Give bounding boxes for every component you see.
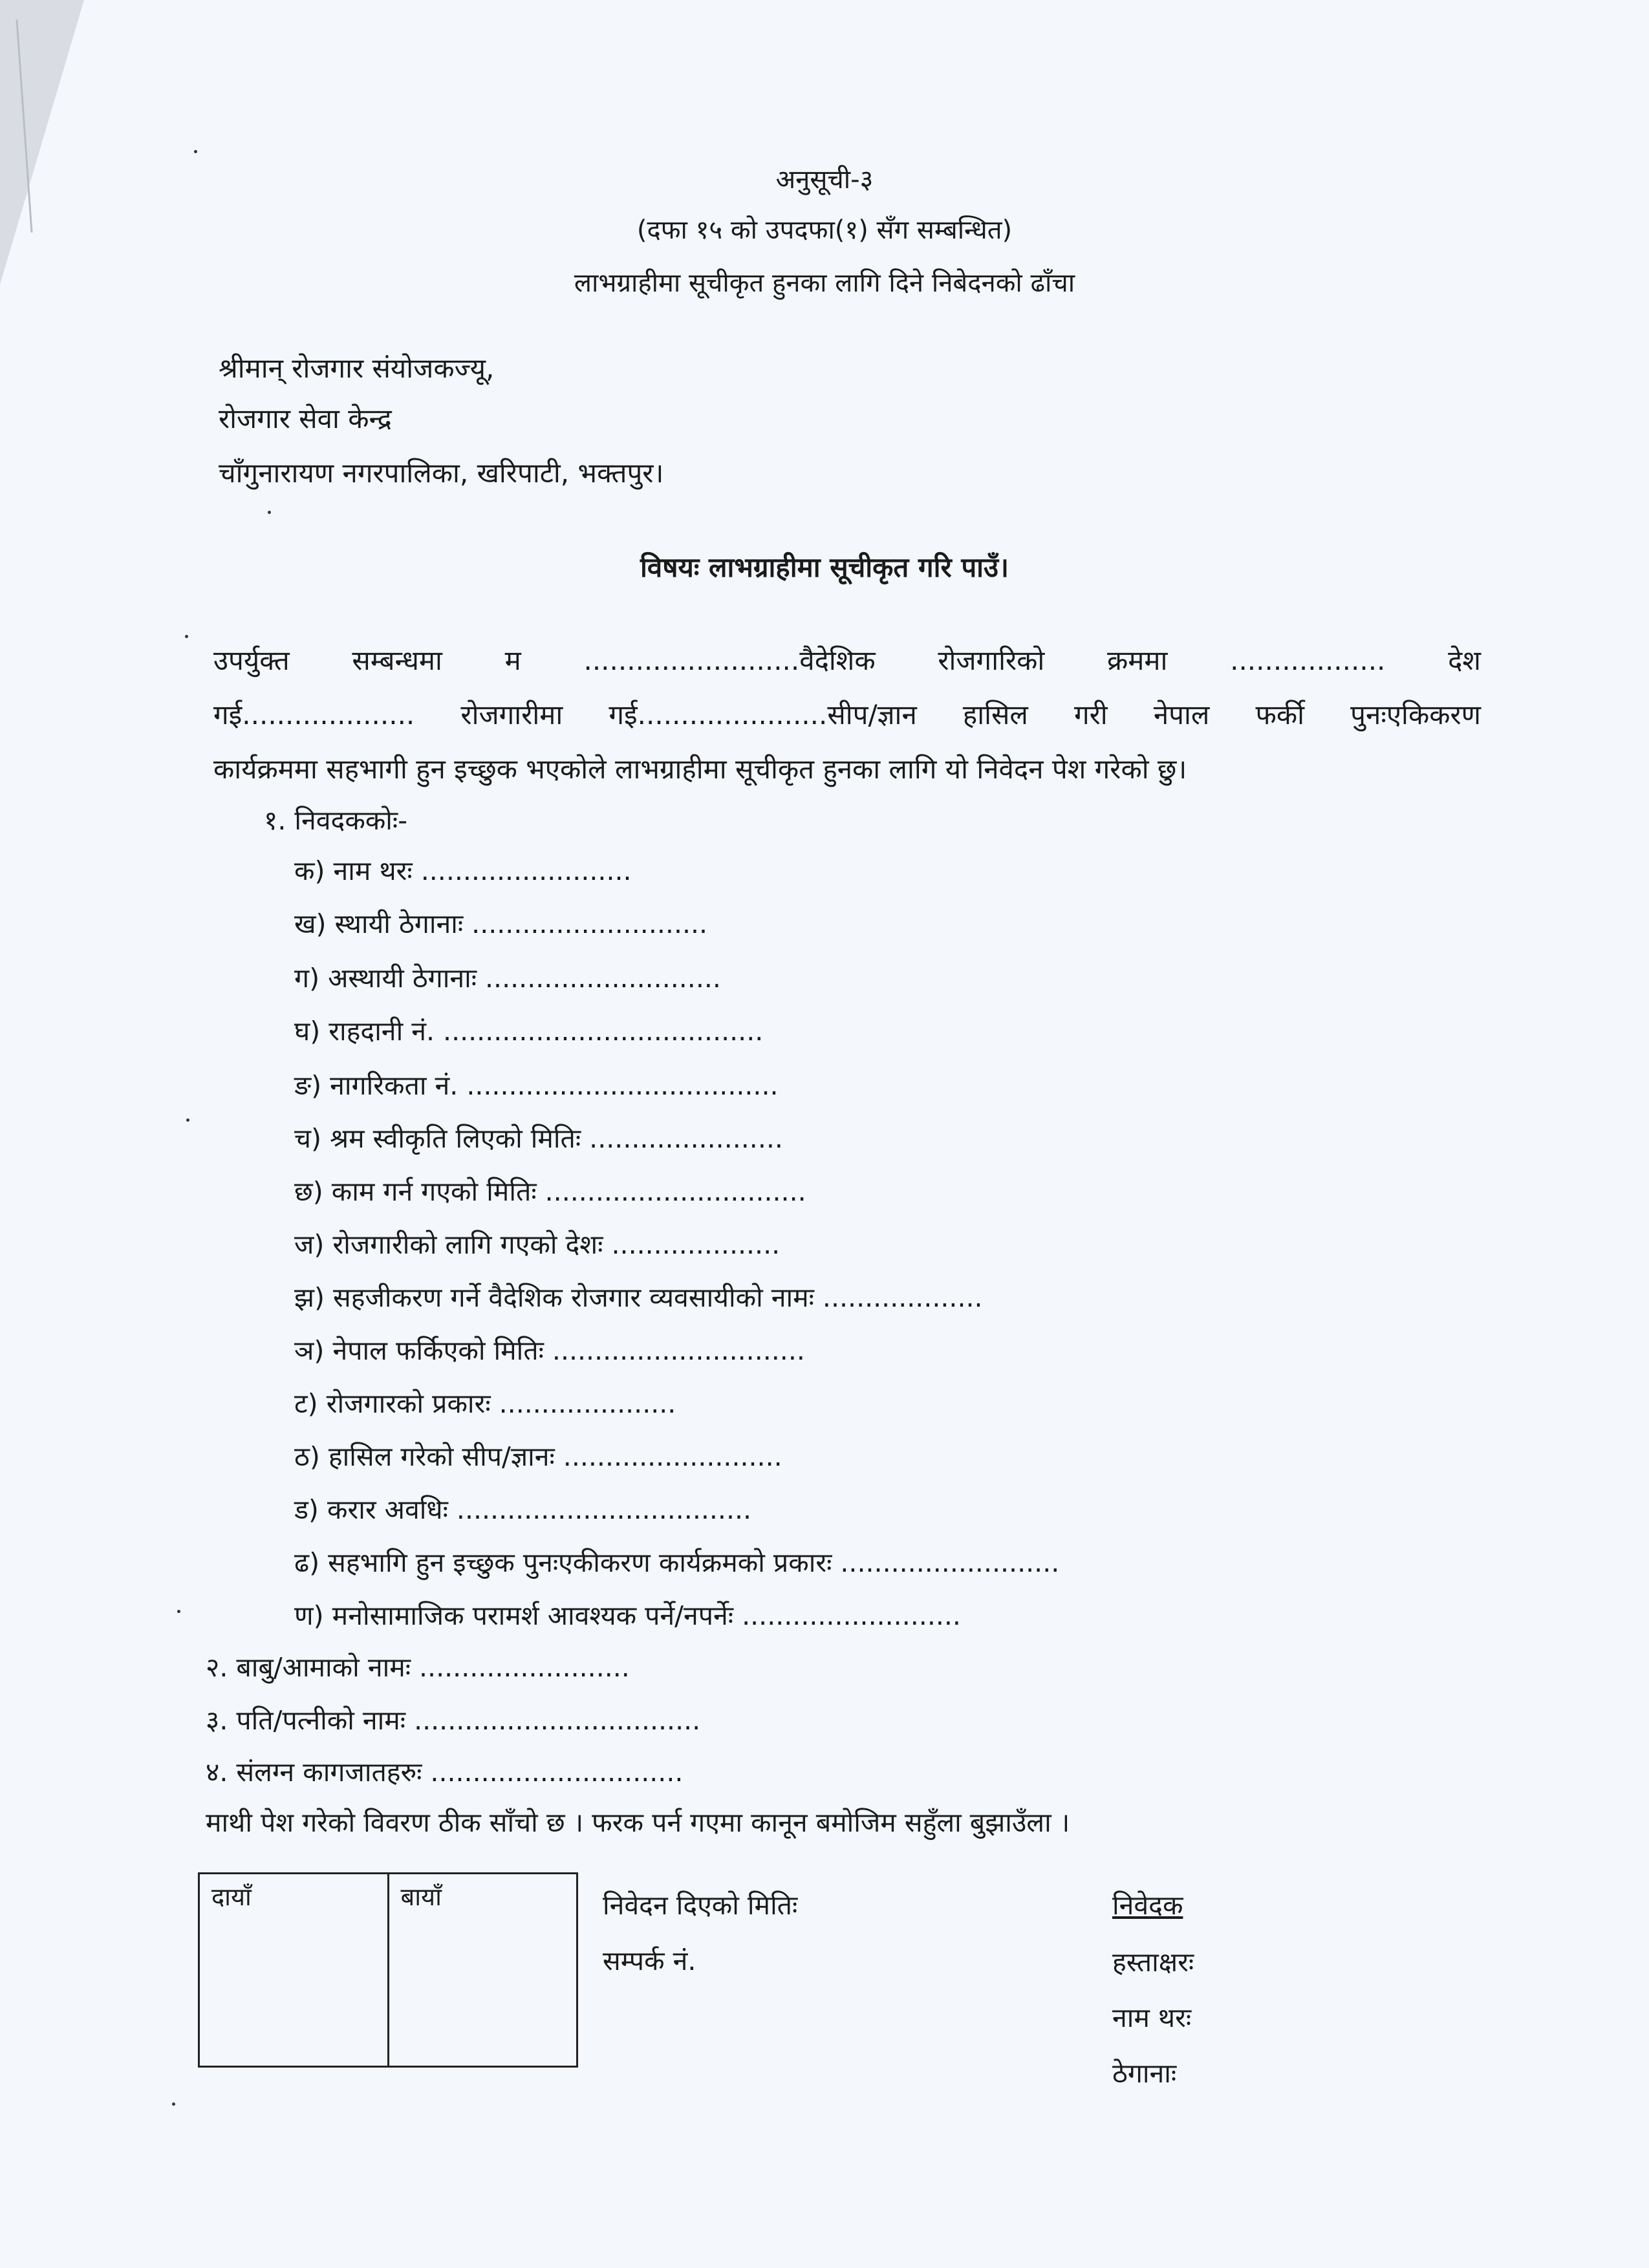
field-recruitment-agency: झ) सहजीकरण गर्ने वैदेशिक रोजगार व्यवसायीको नामः ...................	[294, 1282, 983, 1313]
reference-label: (दफा १५ को उपदफा(१) सँग सम्बन्धित)	[636, 215, 1013, 245]
field-attachments: ४. संलग्न कागजातहरुः ..............................	[206, 1757, 684, 1788]
field-parent-name: २. बाबु/आमाको नामः .........................	[206, 1652, 630, 1683]
field-permanent-address: ख) स्थायी ठेगानाः ............................	[294, 908, 708, 939]
left-thumbprint-cell	[387, 1874, 577, 2066]
schedule-label: अनुसूची-३	[775, 165, 874, 195]
right-thumbprint-cell	[200, 1874, 387, 2066]
body-line1: उपर्युक्त सम्बन्धमा म .........................वैदेशिक रोजगारिको क्रममा .................. देश	[213, 645, 1481, 676]
body-line2: गई.................... रोजगारीमा गई......................सीप/ज्ञान हासिल गरी नेपाल फर्की पुनःएकिकरण	[213, 699, 1481, 731]
scan-speck	[177, 1610, 180, 1613]
field-citizenship-number: ङ) नागरिकता नं. .....................................	[294, 1070, 779, 1101]
applicant-address-label: ठेगानाः	[1112, 2058, 1177, 2089]
field-departure-date: छ) काम गर्न गएको मितिः ...............................	[294, 1176, 806, 1207]
field-reintegration-program: ढ) सहभागि हुन इच्छुक पुनःएकीकरण कार्यक्रमको प्रकारः ..........................	[294, 1547, 1060, 1578]
field-spouse-name: ३. पति/पत्नीको नामः ..................................	[206, 1705, 701, 1736]
addressee-line3: चाँगुनारायण नगरपालिका, खरिपाटी, भक्तपुर।	[219, 457, 664, 489]
field-skills-acquired: ठ) हासिल गरेको सीप/ज्ञानः ..........................	[294, 1441, 782, 1472]
scan-speck	[172, 2102, 175, 2106]
field-name: क) नाम थरः .........................	[294, 855, 632, 886]
signature-label: हस्ताक्षरः	[1112, 1947, 1194, 1978]
declaration-text: माथी पेश गरेको विवरण ठीक साँचो छ । फरक पर्न गएमा कानून बमोजिम सहुँला बुझाउँला ।	[206, 1807, 1070, 1838]
applicant-heading: निवेदक	[1112, 1890, 1183, 1921]
scan-speck	[268, 511, 271, 514]
field-passport-number: घ) राहदानी नं. ......................................	[294, 1016, 764, 1047]
subject-line: विषयः लाभग्राहीमा सूचीकृत गरि पाउँ।	[640, 551, 1009, 583]
thumbprint-box	[198, 1872, 578, 2068]
scan-speck	[185, 635, 188, 638]
field-temporary-address: ग) अस्थायी ठेगानाः ............................	[294, 963, 721, 994]
field-psychosocial-counselling: ण) मनोसामाजिक परामर्श आवश्यक पर्ने/नपर्नेः ..........................	[294, 1600, 961, 1631]
contact-number-label: सम्पर्क नं.	[603, 1945, 696, 1976]
right-thumb-label: दायाँ	[211, 1883, 252, 1911]
body-paragraph	[213, 634, 1481, 797]
field-contract-period: ड) करार अवधिः ...................................	[294, 1494, 752, 1525]
application-date-label: निवेदन दिएको मितिः	[603, 1890, 798, 1921]
applicant-name-label: नाम थरः	[1112, 2002, 1192, 2033]
scan-speck	[194, 150, 197, 153]
left-thumb-label: बायाँ	[400, 1883, 442, 1911]
field-employment-type: ट) रोजगारको प्रकारः .....................	[294, 1388, 676, 1419]
addressee-line2: रोजगार सेवा केन्द्र	[219, 403, 392, 434]
section1-heading: १. निवदककोः-	[264, 805, 407, 836]
form-title: लाभग्राहीमा सूचीकृत हुनका लागि दिने निबेदनको ढाँचा	[574, 268, 1075, 298]
field-return-date: ञ) नेपाल फर्किएको मितिः ..............................	[294, 1335, 805, 1366]
scan-speck	[186, 1118, 189, 1122]
field-destination-country: ज) रोजगारीको लागि गएको देशः ....................	[294, 1229, 781, 1260]
addressee-line1: श्रीमान् रोजगार संयोजकज्यू,	[219, 352, 495, 384]
body-line3: कार्यक्रममा सहभागी हुन इच्छुक भएकोले लाभग्राहीमा सूचीकृत हुनका लागि यो निवेदन पेश गरेको छु।	[213, 753, 1187, 785]
field-labour-approval-date: च) श्रम स्वीकृति लिएको मितिः .......................	[294, 1123, 783, 1154]
